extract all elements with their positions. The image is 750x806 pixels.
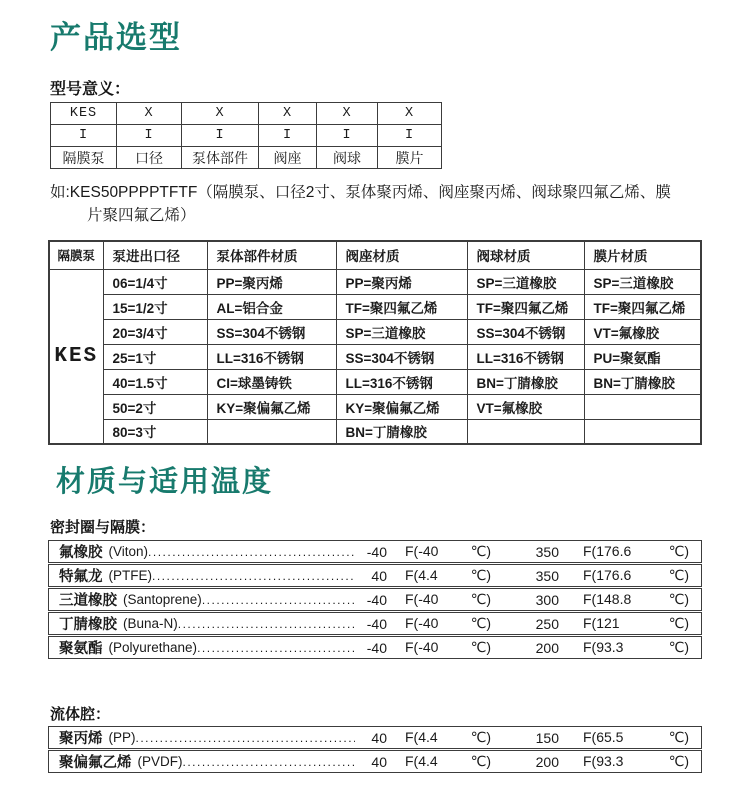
min-temp-celsius <box>405 729 491 746</box>
min-temp-fahrenheit: 40 <box>371 729 387 746</box>
selection-table-cell: SP=三道橡胶 <box>336 319 467 344</box>
selection-table <box>48 240 702 445</box>
max-temp-celsius-value: F(121 <box>583 615 620 631</box>
example-line-1: 如:KES50PPPPTFTF（隔膜泵、口径2寸、泵体聚丙烯、阀座聚丙烯、阀球聚四氟乙烯、膜 <box>50 184 671 201</box>
selection-table-cell: LL=316不锈钢 <box>336 369 467 394</box>
min-temp-celsius <box>405 591 491 608</box>
temperature-row <box>48 588 702 611</box>
min-temp-celsius-value: F(-40 <box>405 615 439 631</box>
model-table-cell: 膜片 <box>378 147 442 169</box>
material-name-en: (PTFE) <box>108 568 152 583</box>
selection-table-cell: TF=聚四氟乙烯 <box>467 294 584 319</box>
series-code-cell: KES <box>49 269 103 444</box>
dotted-leader <box>152 569 355 583</box>
min-temp-fahrenheit: -40 <box>366 639 387 656</box>
max-temp-celsius-value: F(148.8 <box>583 591 632 607</box>
material-name-cn: 丁腈橡胶 <box>59 617 117 633</box>
model-table-cell: X <box>378 103 442 125</box>
selection-table-cell: BN=丁腈橡胶 <box>336 419 467 444</box>
selection-table-cell <box>207 419 336 444</box>
model-table-row <box>51 147 442 169</box>
max-temp-celsius <box>583 591 689 608</box>
model-table-cell: I <box>317 125 378 147</box>
selection-table-cell: PU=聚氨酯 <box>584 344 701 369</box>
celsius-unit: ℃) <box>668 639 689 655</box>
min-temp-fahrenheit: -40 <box>366 543 387 560</box>
celsius-unit: ℃) <box>668 615 689 631</box>
section-title-product-selection: 产品选型 <box>50 20 182 55</box>
selection-table-cell: 20=3/4寸 <box>103 319 207 344</box>
selection-table-cell: SS=304不锈钢 <box>467 319 584 344</box>
min-temp-fahrenheit: -40 <box>366 591 387 608</box>
max-temp-fahrenheit: 250 <box>535 615 559 632</box>
selection-table-header-row <box>49 241 701 269</box>
min-temp-celsius <box>405 753 491 770</box>
dotted-leader <box>148 545 355 559</box>
celsius-unit: ℃) <box>668 753 689 769</box>
model-table-cell: KES <box>51 103 117 125</box>
celsius-unit: ℃) <box>470 639 491 655</box>
material-name-en: (Polyurethane) <box>108 640 198 655</box>
material-name-cn: 聚氨酯 <box>59 641 103 657</box>
model-table-cell: X <box>182 103 259 125</box>
material-name-cn: 氟橡胶 <box>59 545 103 561</box>
model-table-cell: I <box>378 125 442 147</box>
fluid-chamber-label: 流体腔： <box>50 706 111 723</box>
max-temp-celsius <box>583 567 689 584</box>
section-title-materials-temperature: 材质与适用温度 <box>56 466 274 498</box>
material-name-cn: 特氟龙 <box>59 569 103 585</box>
dotted-leader <box>202 593 355 607</box>
max-temp-celsius <box>583 753 689 770</box>
model-table-cell: I <box>117 125 182 147</box>
model-table-cell: 阀座 <box>259 147 317 169</box>
selection-table-cell: 80=3寸 <box>103 419 207 444</box>
selection-table-cell: PP=聚丙烯 <box>207 269 336 294</box>
max-temp-celsius-value: F(176.6 <box>583 543 632 559</box>
selection-table-cell: TF=聚四氟乙烯 <box>336 294 467 319</box>
model-table-cell: I <box>51 125 117 147</box>
model-table-cell: 隔膜泵 <box>51 147 117 169</box>
celsius-unit: ℃) <box>470 567 491 583</box>
selection-table-row <box>49 344 701 369</box>
model-table-cell: I <box>259 125 317 147</box>
example-line-2: 片聚四氟乙烯） <box>87 207 196 224</box>
max-temp-celsius <box>583 615 689 632</box>
selection-table-cell: SP=三道橡胶 <box>467 269 584 294</box>
selection-table-row <box>49 369 701 394</box>
selection-table-cell: TF=聚四氟乙烯 <box>584 294 701 319</box>
min-temp-celsius-value: F(-40 <box>405 639 439 655</box>
celsius-unit: ℃) <box>668 567 689 583</box>
max-temp-celsius <box>583 543 689 560</box>
selection-table-cell: 15=1/2寸 <box>103 294 207 319</box>
selection-table-row <box>49 319 701 344</box>
max-temp-fahrenheit: 150 <box>535 729 559 746</box>
material-name-cn: 聚丙烯 <box>59 731 103 747</box>
seal-temperature-table <box>48 540 702 660</box>
max-temp-fahrenheit: 200 <box>535 639 559 656</box>
max-temp-celsius <box>583 639 689 656</box>
temperature-row <box>48 564 702 587</box>
celsius-unit: ℃) <box>668 729 689 745</box>
selection-table-header: 阀球材质 <box>467 241 584 269</box>
temperature-row <box>48 726 702 749</box>
material-name-en: (Buna-N) <box>123 616 178 631</box>
max-temp-celsius-value: F(65.5 <box>583 729 624 745</box>
selection-table-header: 阀座材质 <box>336 241 467 269</box>
selection-table-cell: PP=聚丙烯 <box>336 269 467 294</box>
celsius-unit: ℃) <box>470 753 491 769</box>
min-temp-celsius-value: F(4.4 <box>405 753 438 769</box>
celsius-unit: ℃) <box>470 543 491 559</box>
min-temp-celsius <box>405 567 491 584</box>
dotted-leader <box>178 617 355 631</box>
selection-table-cell: VT=氟橡胶 <box>467 394 584 419</box>
material-name-en: (Santoprene) <box>123 592 202 607</box>
selection-table-cell: 50=2寸 <box>103 394 207 419</box>
min-temp-fahrenheit: -40 <box>366 615 387 632</box>
min-temp-celsius <box>405 615 491 632</box>
max-temp-celsius-value: F(93.3 <box>583 753 624 769</box>
model-table-cell: X <box>117 103 182 125</box>
celsius-unit: ℃) <box>470 615 491 631</box>
selection-table-cell: KY=聚偏氟乙烯 <box>207 394 336 419</box>
material-name-en: (PP) <box>108 730 136 745</box>
celsius-unit: ℃) <box>668 543 689 559</box>
min-temp-celsius-value: F(4.4 <box>405 729 438 745</box>
temperature-row <box>48 612 702 635</box>
max-temp-celsius-value: F(176.6 <box>583 567 632 583</box>
model-table-cell: 泵体部件 <box>182 147 259 169</box>
model-table-cell: X <box>259 103 317 125</box>
selection-table-cell: LL=316不锈钢 <box>467 344 584 369</box>
selection-table-row <box>49 394 701 419</box>
dotted-leader <box>183 755 356 769</box>
seal-diaphragm-label: 密封圈与隔膜： <box>50 519 156 536</box>
selection-table-cell: VT=氟橡胶 <box>584 319 701 344</box>
dotted-leader <box>136 731 356 745</box>
selection-table-header: 泵进出口径 <box>103 241 207 269</box>
material-name-cn: 三道橡胶 <box>59 593 117 609</box>
selection-table-row <box>49 294 701 319</box>
selection-table-cell: LL=316不锈钢 <box>207 344 336 369</box>
model-table-row <box>51 103 442 125</box>
min-temp-celsius <box>405 639 491 656</box>
selection-table-row <box>49 419 701 444</box>
selection-table-header: 泵体部件材质 <box>207 241 336 269</box>
celsius-unit: ℃) <box>470 729 491 745</box>
selection-table-cell: SS=304不锈钢 <box>207 319 336 344</box>
min-temp-celsius-value: F(4.4 <box>405 567 438 583</box>
min-temp-celsius-value: F(-40 <box>405 543 439 559</box>
min-temp-fahrenheit: 40 <box>371 753 387 770</box>
temperature-row <box>48 750 702 773</box>
dotted-leader <box>197 641 355 655</box>
max-temp-fahrenheit: 200 <box>535 753 559 770</box>
max-temp-celsius <box>583 729 689 746</box>
max-temp-fahrenheit: 350 <box>535 567 559 584</box>
selection-table-cell <box>467 419 584 444</box>
model-table-row <box>51 125 442 147</box>
model-meaning-label: 型号意义： <box>50 81 131 98</box>
temperature-row <box>48 636 702 659</box>
max-temp-fahrenheit: 300 <box>535 591 559 608</box>
celsius-unit: ℃) <box>668 591 689 607</box>
model-table-cell: X <box>317 103 378 125</box>
selection-table-cell: BN=丁腈橡胶 <box>584 369 701 394</box>
selection-table-cell: BN=丁腈橡胶 <box>467 369 584 394</box>
selection-table-row <box>49 269 701 294</box>
selection-table-cell: 25=1寸 <box>103 344 207 369</box>
selection-table-cell: SS=304不锈钢 <box>336 344 467 369</box>
selection-table-cell: AL=铝合金 <box>207 294 336 319</box>
selection-table-cell: KY=聚偏氟乙烯 <box>336 394 467 419</box>
model-code-table <box>50 102 442 169</box>
material-name-cn: 聚偏氟乙烯 <box>59 755 132 771</box>
max-temp-fahrenheit: 350 <box>535 543 559 560</box>
model-example-text <box>50 181 698 227</box>
model-table-cell: 阀球 <box>317 147 378 169</box>
model-table-cell: I <box>182 125 259 147</box>
fluid-temperature-table <box>48 726 702 774</box>
selection-table-cell: SP=三道橡胶 <box>584 269 701 294</box>
material-name-en: (Viton) <box>108 544 149 559</box>
model-table-cell: 口径 <box>117 147 182 169</box>
material-name-en: (PVDF) <box>137 754 183 769</box>
selection-table-cell: 06=1/4寸 <box>103 269 207 294</box>
min-temp-fahrenheit: 40 <box>371 567 387 584</box>
min-temp-celsius <box>405 543 491 560</box>
min-temp-celsius-value: F(-40 <box>405 591 439 607</box>
selection-table-cell <box>584 394 701 419</box>
selection-table-cell: CI=球墨铸铁 <box>207 369 336 394</box>
temperature-row <box>48 540 702 563</box>
celsius-unit: ℃) <box>470 591 491 607</box>
selection-table-header: 隔膜泵 <box>49 241 103 269</box>
max-temp-celsius-value: F(93.3 <box>583 639 624 655</box>
selection-table-cell: 40=1.5寸 <box>103 369 207 394</box>
selection-table-cell <box>584 419 701 444</box>
selection-table-header: 膜片材质 <box>584 241 701 269</box>
